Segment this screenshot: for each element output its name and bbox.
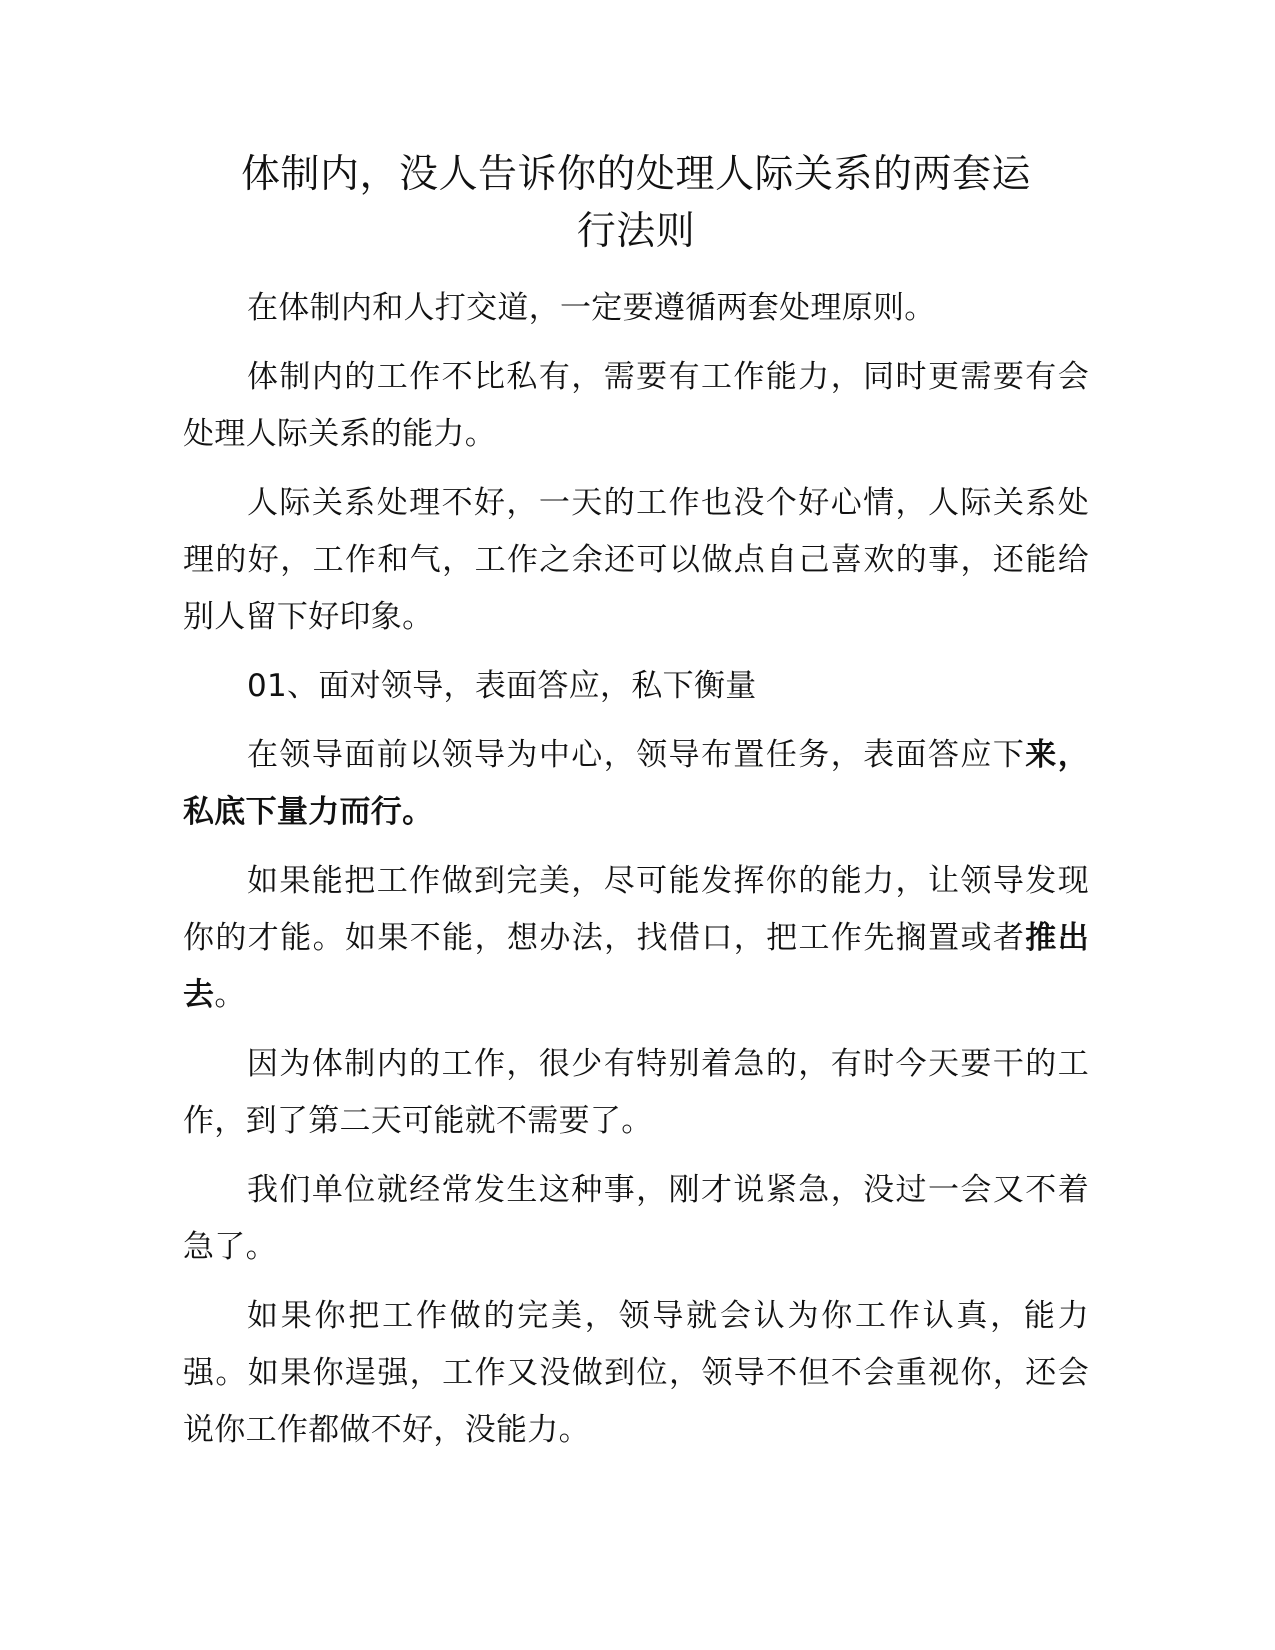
paragraph-2: 体制内的工作不比私有，需要有工作能力，同时更需要有会处理人际关系的能力。 xyxy=(183,359,1089,452)
paragraph-8: 我们单位就经常发生这种事，刚才说紧急，没过一会又不着急了。 xyxy=(183,1172,1089,1265)
section-heading-01: 01、面对领导，表面答应，私下衡量 xyxy=(247,668,757,704)
document-title xyxy=(183,146,1089,260)
paragraph-6-text: 如果能把工作做到完美，尽可能发挥你的能力，让领导发现你的才能。如果不能，想办法，找借口，把工作先搁置或者 xyxy=(183,863,1089,956)
paragraph-9: 如果你把工作做的完美，领导就会认为你工作认真，能力强。如果你逞强，工作又没做到位，领导不但不会重视你，还会说你工作都做不好，没能力。 xyxy=(183,1298,1089,1448)
paragraph-6-bold-text: 推出去 xyxy=(183,920,1089,1013)
title-line-1: 体制内，没人告诉你的处理人际关系的两套运 xyxy=(240,152,1031,197)
paragraph-5-bold-lai: 来， xyxy=(1025,737,1089,773)
title-line-2: 行法则 xyxy=(576,209,696,254)
paragraph-5-bold-text: 私底下量力而行。 xyxy=(183,794,434,830)
paragraph-5 xyxy=(183,727,1089,841)
paragraph-6-end: 。 xyxy=(214,977,246,1013)
paragraph-5-text: 在领导面前以领导为中心，领导布置任务，表面答应下 xyxy=(247,737,1026,773)
paragraph-6 xyxy=(183,853,1089,1024)
paragraph-3: 人际关系处理不好，一天的工作也没个好心情，人际关系处理的好，工作和气，工作之余还可以做点自己喜欢的事，还能给别人留下好印象。 xyxy=(183,485,1089,635)
paragraph-1: 在体制内和人打交道，一定要遵循两套处理原则。 xyxy=(247,290,936,326)
document-page xyxy=(183,146,1089,1471)
paragraph-7: 因为体制内的工作，很少有特别着急的，有时今天要干的工作，到了第二天可能就不需要了。 xyxy=(183,1046,1089,1139)
